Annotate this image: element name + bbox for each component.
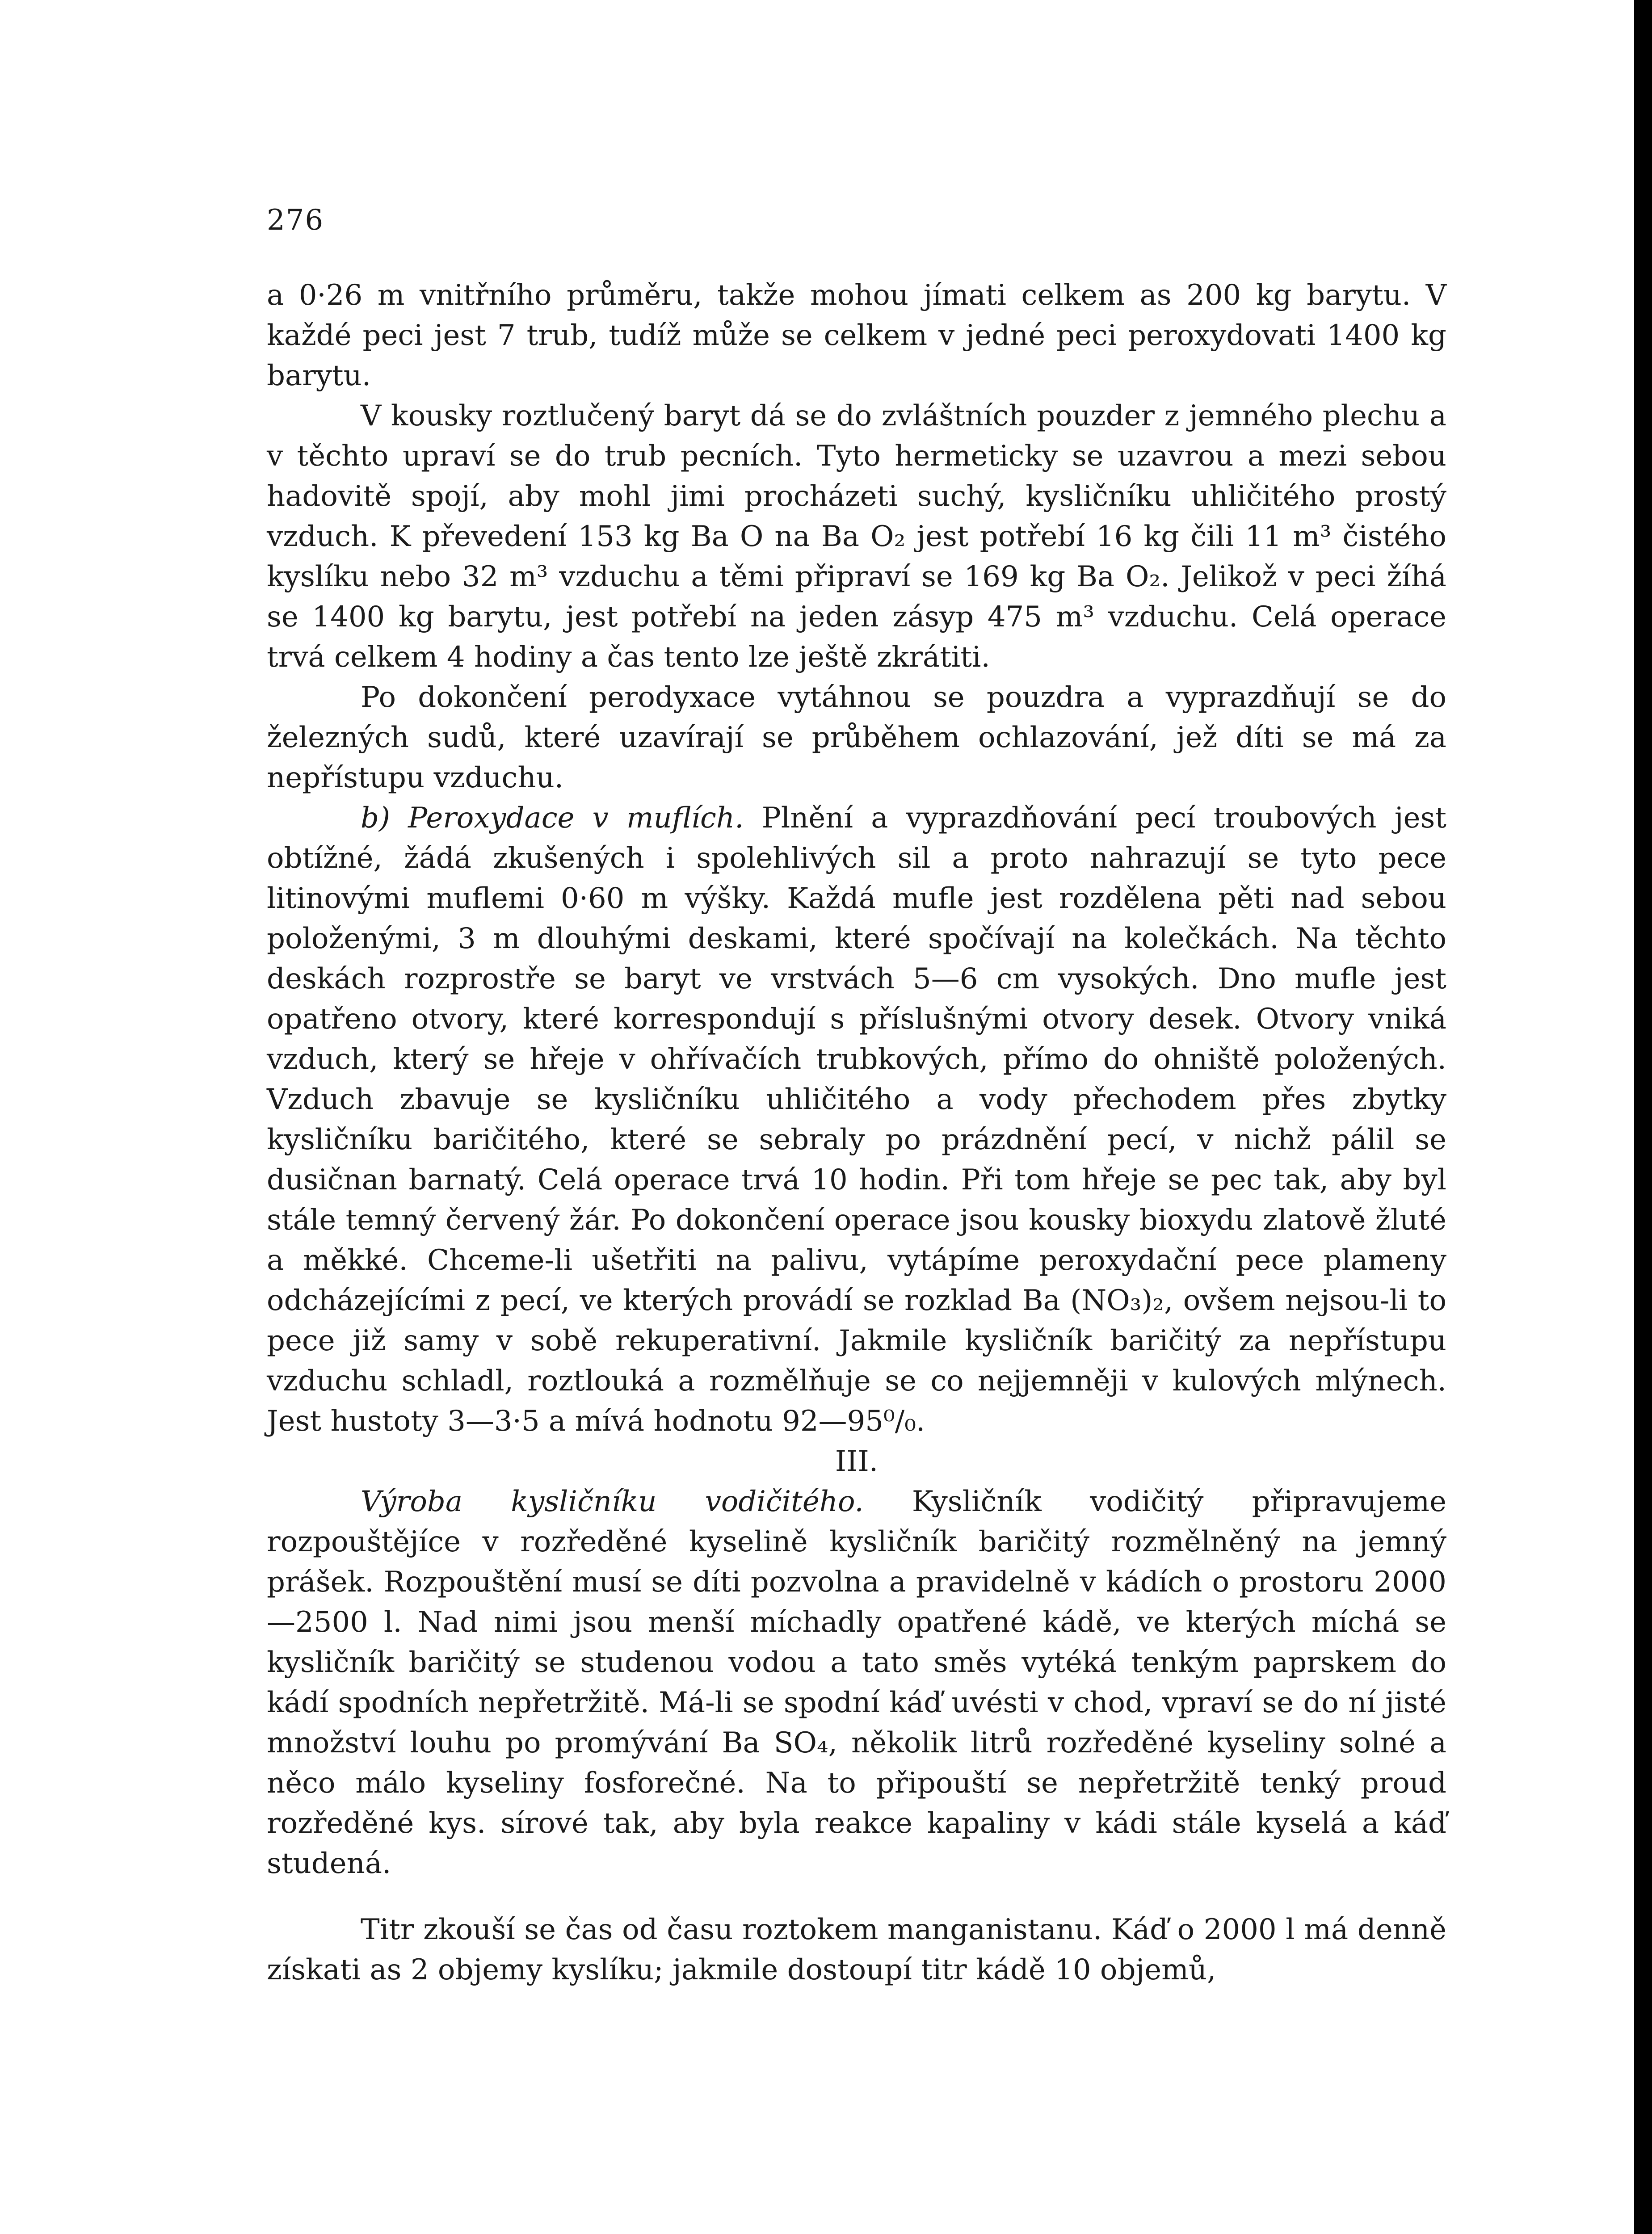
scan-margin	[1628, 0, 1634, 2234]
section-lead-b: b) Peroxydace v muflích.	[361, 802, 744, 835]
paragraph-muffle-peroxidation	[267, 798, 1446, 1441]
section-heading-iii: III.	[835, 1445, 879, 1478]
paragraph-hydrogen-peroxide	[267, 1482, 1446, 1884]
paragraph-crushed-baryte: V kousky roztlučený baryt dá se do zvláštních pouzder z jemného plechu a v těchto upraví se do trub pecních. Tyto hermeticky se uzavrou a mezi sebou hadovitě spojí, aby mohl jimi procházeti suchý, kysličníku uhličitého prostý vzduch. K převedení 153 kg Ba O na Ba O₂ jest potřebí 16 kg čili 11 m³ čistého kyslíku nebo 32 m³ vzduchu a těmi připraví se 169 kg Ba O₂. Jelikož v peci žíhá se 1400 kg barytu, jest potřebí na jeden zásyp 475 m³ vzduchu. Celá operace trvá celkem 4 hodiny a čas tento lze ještě zkrátiti.	[267, 399, 1446, 674]
paragraph-titration: Titr zkouší se čas od času roztokem manganistanu. Káď o 2000 l má denně získati as 2 objemy kyslíku; jakmile dostoupí titr kádě 10 objemů,	[267, 1913, 1446, 1986]
paragraph-after-peroxidation: Po dokončení perodyxace vytáhnou se pouzdra a vyprazdňují se do železných sudů, které uzavírají se průběhem ochlazování, jež díti se má za nepřístupu vzduchu.	[267, 681, 1446, 794]
paragraph-body: Plnění a vyprazdňování pecí troubových jest obtížné, žádá zkušených i spolehlivých sil a proto nahrazují se tyto pece litinovými muflemi 0·60 m výšky. Každá mufle jest rozdělena pěti nad sebou položenými, 3 m dlouhými deskami, které spočívají na kolečkách. Na těchto deskách rozprostře se baryt ve vrstvách 5—6 cm vysokých. Dno mufle jest opatřeno otvory, které korrespondují s příslušnými otvory desek. Otvory vniká vzduch, který se hřeje v ohřívačích trubkových, přímo do ohniště položených. Vzduch zbavuje se kysličníku uhličitého a vody přechodem přes zbytky kysličníku baričitého, které se sebraly po prázdnění pecí, v nichž pálil se dusičnan barnatý. Celá operace trvá 10 hodin. Při tom hřeje se pec tak, aby byl stále temný červený žár. Po dokončení operace jsou kousky bioxydu zlatově žluté a měkké. Chceme-li ušetřiti na palivu, vytápíme peroxydační pece plameny odcházejícími z pecí, ve kterých provádí se rozklad Ba (NO₃)₂, ovšem nejsou-li to pece již samy v sobě rekuperativní. Jakmile kysličník baričitý za nepřístupu vzduchu schladl, roztlouká a rozmělňuje se co nejjemněji v kulových mlýnech. Jest hustoty 3—3·5 a mívá hodnotu 92—95⁰/₀.	[267, 802, 1447, 1438]
section-lead-iii: Výroba kysličníku vodičitého.	[361, 1485, 864, 1518]
scan-edge-border	[1634, 0, 1652, 2234]
paragraph-body: Kysličník vodičitý připravujeme rozpouštějíce v rozředěné kyselině kysličník baričitý rozmělněný na jemný prášek. Rozpouštění musí se díti pozvolna a pravidelně v kádích o prostoru 2000—2500 l. Nad nimi jsou menší míchadly opatřené kádě, ve kterých míchá se kysličník baričitý se studenou vodou a tato směs vytéká tenkým paprskem do kádí spodních nepřetržitě. Má-li se spodní káď uvésti v chod, vpraví se do ní jisté množství louhu po promývání Ba SO₄, několik litrů rozředěné kyseliny solné a něco málo kyseliny fosforečné. Na to připouští se nepřetržitě tenký proud rozředěné kys. sírové tak, aby byla reakce kapaliny v kádi stále kyselá a káď studená.	[267, 1485, 1447, 1880]
page-number: 276	[267, 204, 324, 237]
body-text	[267, 275, 1446, 1990]
paragraph-intro: a 0·26 m vnitřního průměru, takže mohou jímati celkem as 200 kg barytu. V každé peci jest 7 trub, tudíž může se celkem v jedné peci peroxydovati 1400 kg barytu.	[267, 279, 1446, 392]
